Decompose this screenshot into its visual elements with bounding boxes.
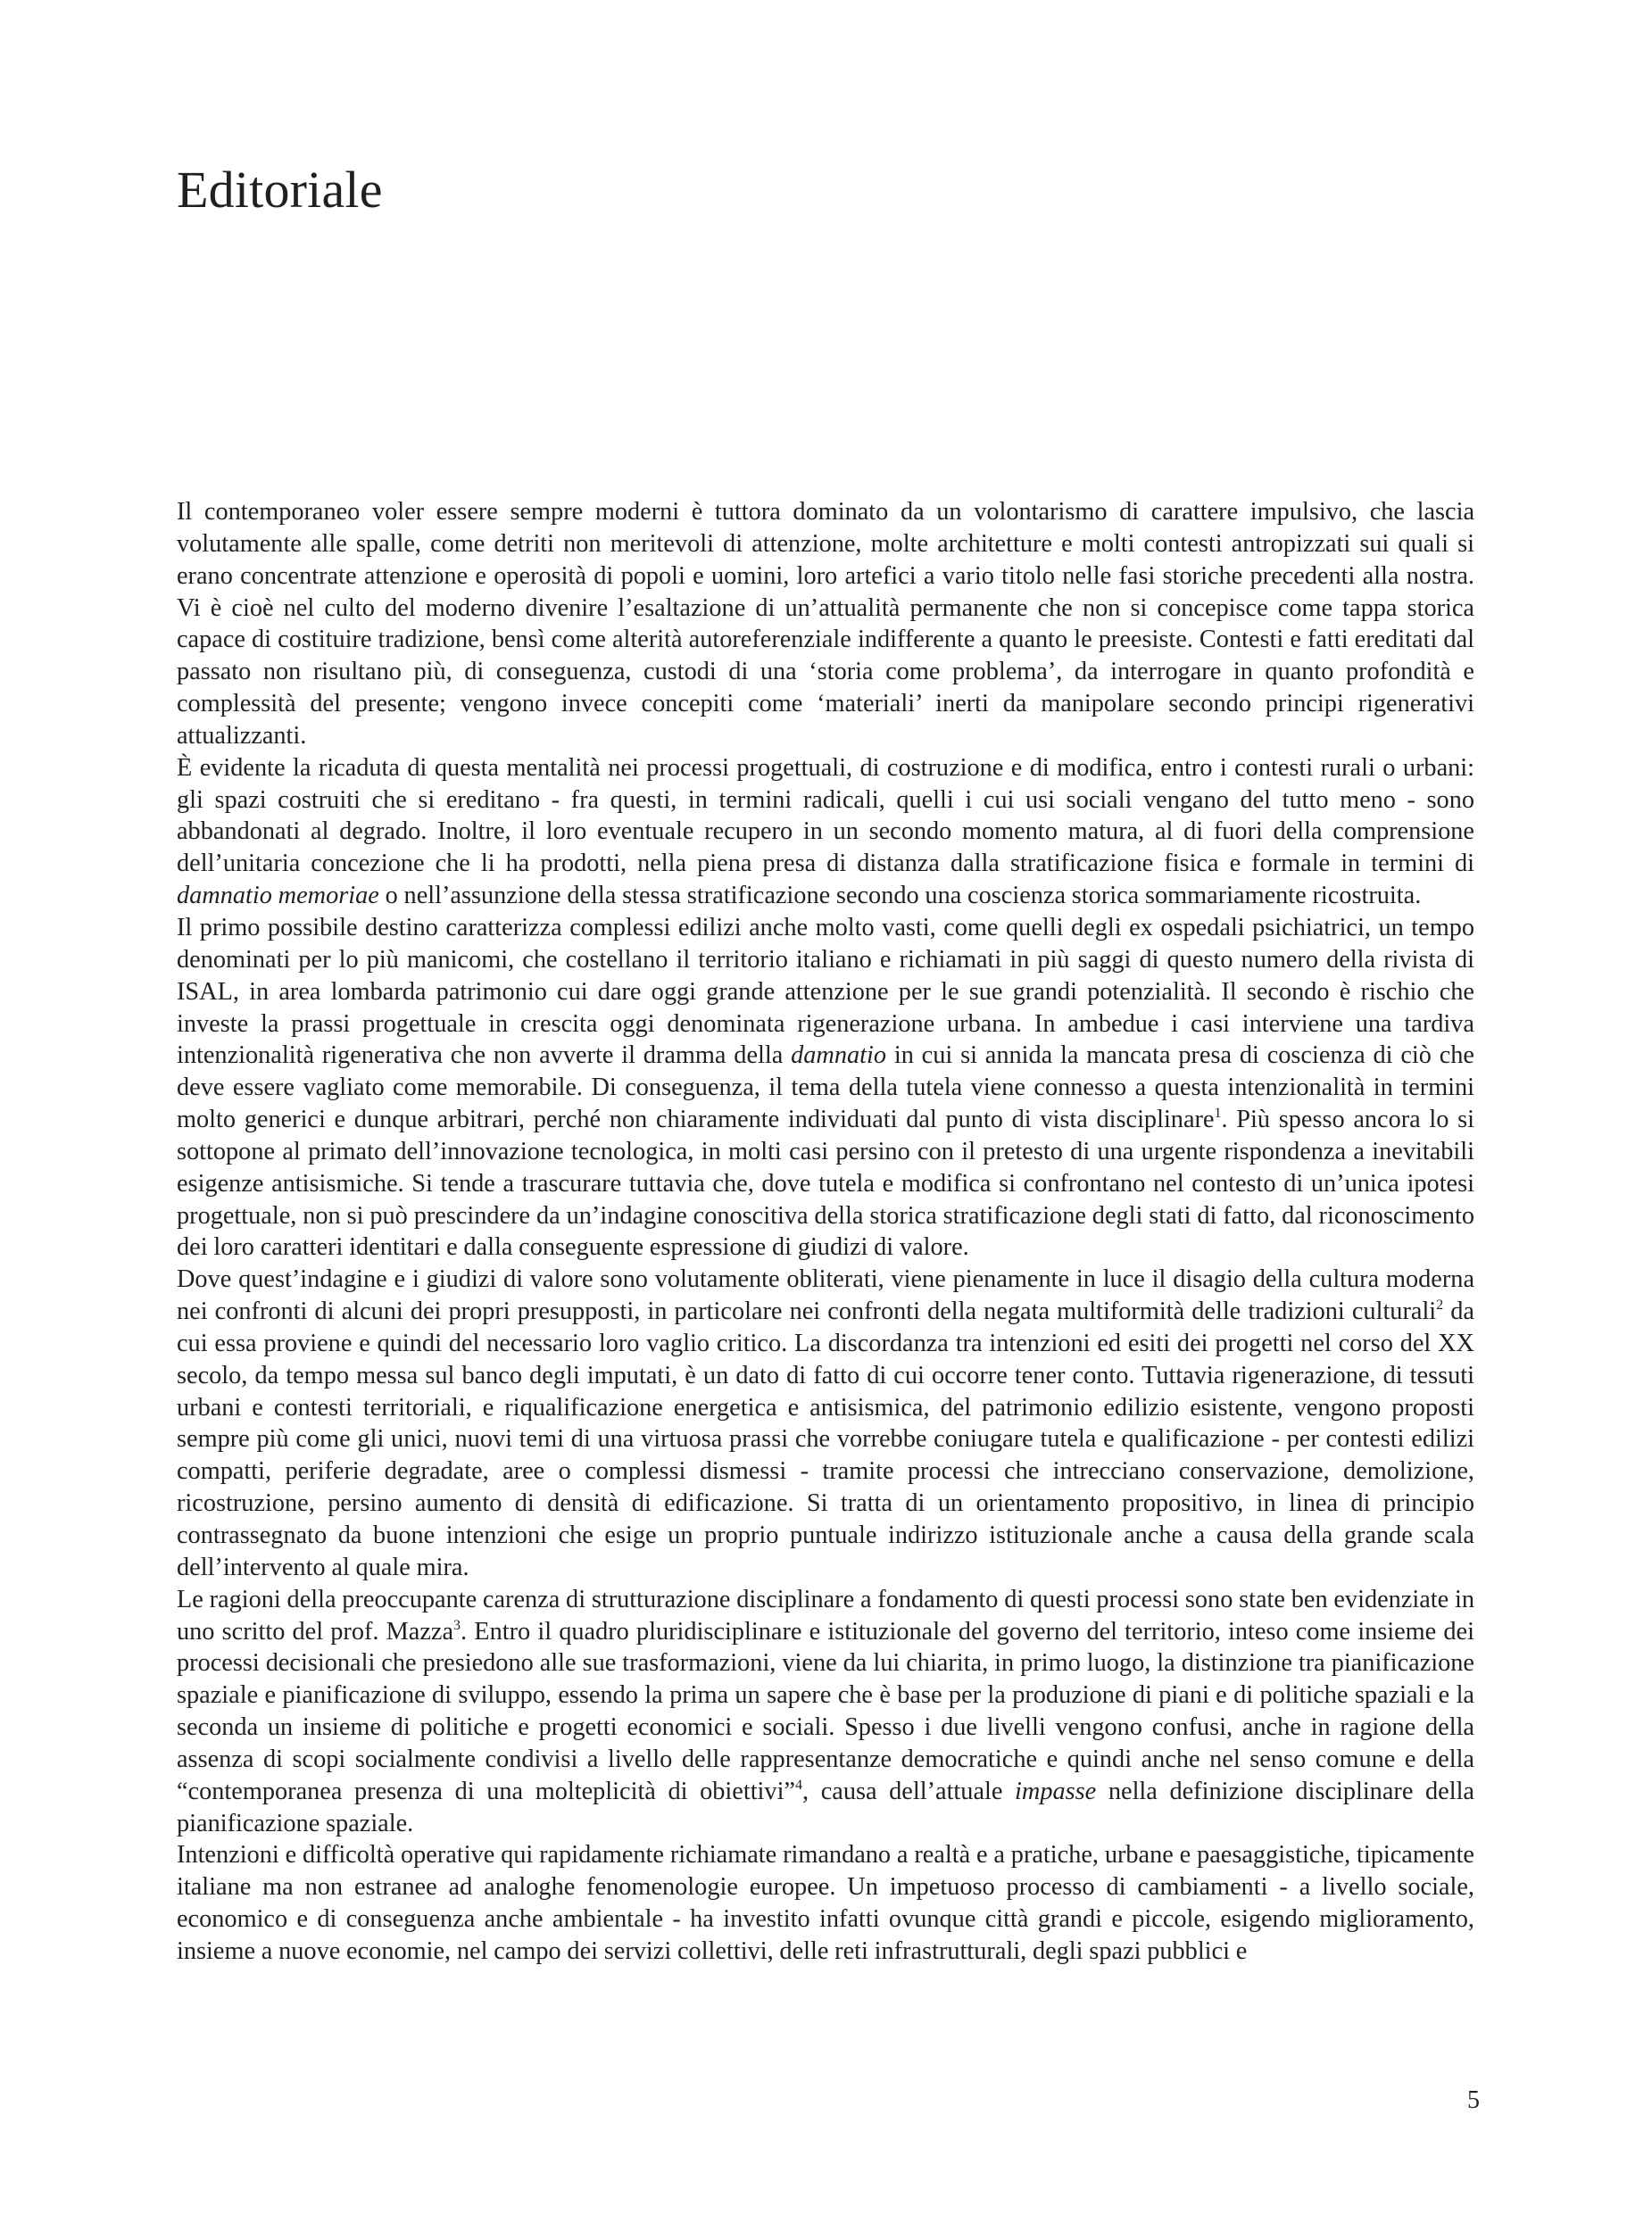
paragraph-text: Le ragioni della preoccupante carenza di strutturazione disciplinare a fondamento di questi processi sono state ben evidenziate in uno scritto del prof. Mazza [177, 1585, 1474, 1646]
paragraph [177, 496, 1474, 752]
paragraph [177, 752, 1474, 912]
page-title: Editoriale [177, 161, 383, 219]
paragraph [177, 1839, 1474, 1967]
emphasis-latin: impasse [1015, 1777, 1097, 1805]
paragraph-text: . Entro il quadro pluridisciplinare e istituzionale del governo del territorio, inteso come insieme dei processi decisionali che presiedono alle sue trasformazioni, viene da lui chiarita, in primo luogo, la distinzione tra pianificazione spaziale e pianificazione di sviluppo, essendo la prima un sapere che è base per la produzione di piani e di politiche spaziali e la seconda un insieme di politiche e progetti economici e sociali. Spesso i due livelli vengono confusi, anche in ragione della assenza di scopi socialmente condivisi a livello delle rappresentanze democratiche e quindi anche nel senso comune e della “contemporanea presenza di una molteplicità di obiettivi” [177, 1617, 1474, 1805]
paragraph-text: nella definizione disciplinare della pianificazione spaziale. [177, 1777, 1474, 1837]
paragraph-text: Il contemporaneo voler essere sempre moderni è tuttora dominato da un volontarismo di carattere impulsivo, che lascia volutamente alle spalle, come detriti non meritevoli di attenzione, molte architetture e molti contesti antropizzati sui quali si erano concentrate attenzione e operosità di popoli e uomini, loro artefici a vario titolo nelle fasi storiche precedenti alla nostra. Vi è cioè nel culto del moderno divenire l’esaltazione di un’attualità permanente che non si concepisce come tappa storica capace di costituire tradizione, bensì come alterità autoreferenziale indifferente a quanto le preesiste. Contesti e fatti ereditati dal passato non risultano più, di conseguenza, custodi di una ‘storia come problema’, da interrogare in quanto profondità e complessità del presente; vengono invece concepiti come ‘materiali’ inerti da manipolare secondo principi rigenerativi attualizzanti. [177, 498, 1474, 750]
footnote-ref: 3 [453, 1617, 461, 1633]
paragraph-text: Il primo possibile destino caratterizza complessi edilizi anche molto vasti, come quelli degli ex ospedali psichiatrici, un tempo denominati per lo più manicomi, che costellano il territorio italiano e richiamati in più saggi di questo numero della rivista di ISAL, in area lombarda patrimonio cui dare oggi grande attenzione per le sue grandi potenzialità. Il secondo è rischio che investe la prassi progettuale in crescita oggi denominata rigenerazione urbana. In ambedue i casi interviene una tardiva intenzionalità rigenerativa che non avverte il dramma della [177, 913, 1474, 1070]
paragraph-text: . Più spesso ancora lo si sottopone al primato dell’innovazione tecnologica, in molti casi persino con il pretesto di una urgente rispondenza a inevitabili esigenze antisismiche. Si tende a trascurare tuttavia che, dove tutela e modifica si confrontano nel contesto di un’unica ipotesi progettuale, non si può prescindere da un’indagine conoscitiva della storica stratificazione degli stati di fatto, dal riconoscimento dei loro caratteri identitari e dalla conseguente espressione di giudizi di valore. [177, 1106, 1474, 1262]
paragraph-text: da cui essa proviene e quindi del necessario loro vaglio critico. La discordanza tra intenzioni ed esiti dei progetti nel corso del XX secolo, da tempo messa sul banco degli imputati, è un dato di fatto di cui occorre tener conto. Tuttavia rigenerazione, di tessuti urbani e contesti territoriali, e riqualificazione energetica e antisismica, del patrimonio edilizio esistente, vengono proposti sempre più come gli unici, nuovi temi di una virtuosa prassi che vorrebbe coniugare tutela e qualificazione - per contesti edilizi compatti, periferie degradate, aree o complessi dismessi - tramite processi che intrecciano conservazione, demolizione, ricostruzione, persino aumento di densità di edificazione. Si tratta di un orientamento propositivo, in linea di principio contrassegnato da buone intenzioni che esige un proprio puntuale indirizzo istituzionale anche a causa della grande scala dell’intervento al quale mira. [177, 1298, 1474, 1581]
paragraph-text: Dove quest’indagine e i giudizi di valore sono volutamente obliterati, viene pienamente in luce il disagio della cultura moderna nei confronti di alcuni dei propri presupposti, in particolare nei confronti della negata multiformità delle tradizioni culturali [177, 1265, 1474, 1326]
paragraph-text: , causa dell’attuale [802, 1777, 1003, 1805]
paragraph-text: È evidente la ricaduta di questa mentalità nei processi progettuali, di costruzione e di modifica, entro i contesti rurali o urbani: gli spazi costruiti che si ereditano - fra questi, in termini radicali, quelli i cui usi sociali vengano del tutto meno - sono abbandonati al degrado. Inoltre, il loro eventuale recupero in un secondo momento matura, al di fuori della comprensione dell’unitaria concezione che li ha prodotti, nella piena presa di distanza dalla stratificazione fisica e formale in termini di [177, 753, 1474, 878]
emphasis-latin: damnatio memoriae [177, 882, 379, 910]
paragraph [177, 1264, 1474, 1583]
footnote-ref: 2 [1436, 1298, 1444, 1314]
paragraph-text: o nell’assunzione della stessa stratificazione secondo una coscienza storica sommariamente ricostruita. [385, 882, 1422, 910]
article-body [177, 496, 1474, 1968]
paragraph [177, 912, 1474, 1264]
footnote-ref: 4 [795, 1777, 802, 1793]
paragraph-text: Intenzioni e difficoltà operative qui rapidamente richiamate rimandano a realtà e a pratiche, urbane e paesaggistiche, tipicamente italiane ma non estranee ad analoghe fenomenologie europee. Un impetuoso processo di cambiamenti - a livello sociale, economico e di conseguenza anche ambientale - ha investito infatti ovunque città grandi e piccole, esigendo miglioramento, insieme a nuove economie, nel campo dei servizi collettivi, delle reti infrastrutturali, degli spazi pubblici e [177, 1841, 1474, 1965]
footnote-ref: 1 [1214, 1106, 1222, 1122]
emphasis-latin: damnatio [791, 1041, 887, 1070]
page-number: 5 [1467, 2086, 1480, 2114]
paragraph [177, 1584, 1474, 1840]
paragraph-text: in cui si annida la mancata presa di coscienza di ciò che deve essere vagliato come memorabile. Di conseguenza, il tema della tutela viene connesso a questa intenzionalità in termini molto generici e dunque arbitrari, perché non chiaramente individuati dal punto di vista disciplinare [177, 1041, 1474, 1134]
